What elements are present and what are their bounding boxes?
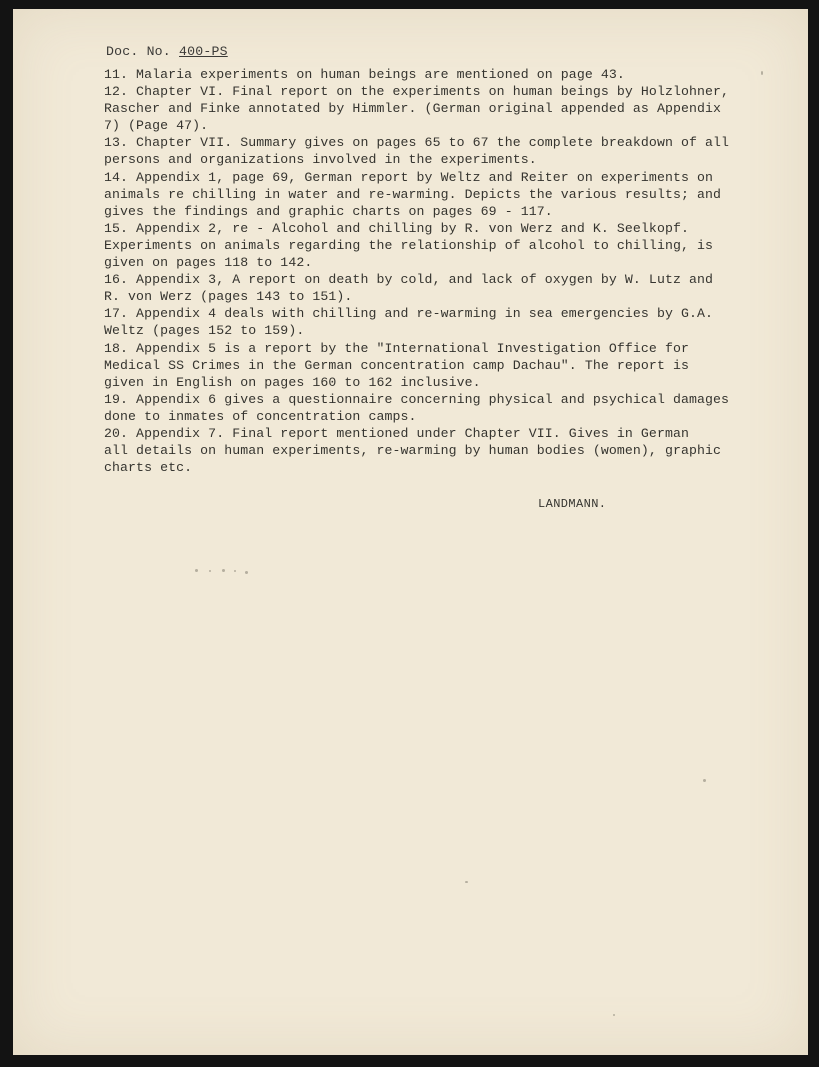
text-line: all details on human experiments, re-warming by human bodies (women), graphic [104, 443, 722, 459]
text-line: 18. Appendix 5 is a report by the "International Investigation Office for [104, 340, 690, 356]
text-line: 14. Appendix 1, page 69, German report by Weltz and Reiter on experiments on [104, 169, 714, 185]
document-header [106, 44, 228, 59]
text-line: charts etc. [104, 460, 193, 476]
text-line: given in English on pages 160 to 162 inclusive. [104, 374, 481, 390]
signature: LANDMANN. [538, 497, 607, 511]
text-line: given on pages 118 to 142. [104, 255, 313, 271]
ink-speck [222, 569, 225, 572]
text-line: Medical SS Crimes in the German concentration camp Dachau". The report is [104, 357, 690, 373]
text-line: Rascher and Finke annotated by Himmler. (German original appended as Appendix [104, 101, 722, 117]
text-line: 13. Chapter VII. Summary gives on pages 65 to 67 the complete breakdown of all [104, 135, 730, 151]
text-line: 7) (Page 47). [104, 118, 209, 134]
text-line: 12. Chapter VI. Final report on the experiments on human beings by Holzlohner, [104, 84, 730, 100]
text-line: animals re chilling in water and re-warming. Depicts the various results; and [104, 186, 722, 202]
text-line: 20. Appendix 7. Final report mentioned under Chapter VII. Gives in German [104, 425, 690, 441]
ink-speck [703, 779, 706, 782]
text-line: Weltz (pages 152 to 159). [104, 323, 305, 339]
text-line: 15. Appendix 2, re - Alcohol and chilling by R. von Werz and K. Seelkopf. [104, 220, 690, 236]
text-line: 17. Appendix 4 deals with chilling and re-warming in sea emergencies by G.A. [104, 306, 714, 322]
text-line: done to inmates of concentration camps. [104, 408, 417, 424]
doc-number-label: Doc. No. [106, 44, 171, 59]
ink-speck [613, 1014, 615, 1016]
ink-speck [234, 570, 236, 572]
text-line: Experiments on animals regarding the relationship of alcohol to chilling, is [104, 237, 714, 253]
text-line: 11. Malaria experiments on human beings are mentioned on page 43. [104, 67, 625, 82]
text-line: 19. Appendix 6 gives a questionnaire concerning physical and psychical damages [104, 391, 730, 407]
ink-speck [465, 881, 468, 883]
ink-speck [209, 570, 211, 572]
ink-speck [195, 569, 198, 572]
ink-speck [245, 571, 248, 574]
document-body [104, 66, 784, 476]
text-line: 16. Appendix 3, A report on death by cold, and lack of oxygen by W. Lutz and [104, 272, 714, 288]
text-line: R. von Werz (pages 143 to 151). [104, 289, 353, 305]
text-line: persons and organizations involved in the experiments. [104, 152, 537, 168]
doc-number: 400-PS [179, 44, 228, 59]
text-line: gives the findings and graphic charts on pages 69 - 117. [104, 203, 553, 219]
